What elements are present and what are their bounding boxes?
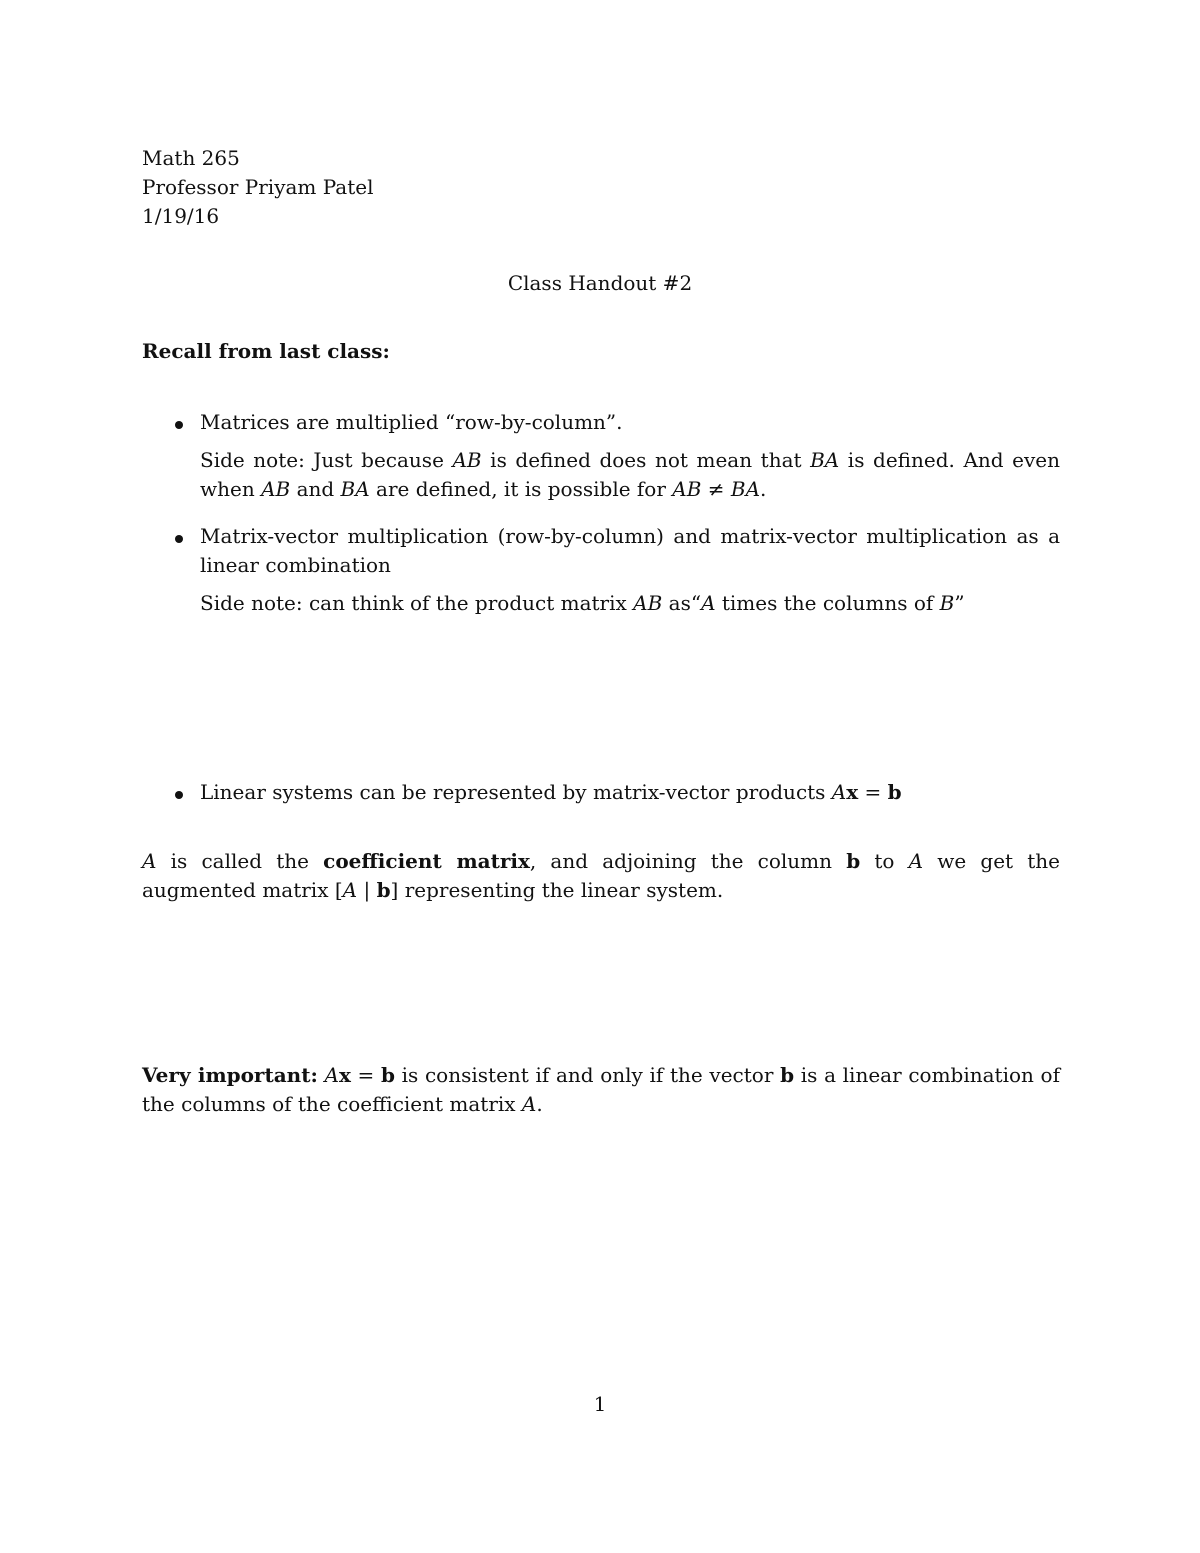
item-main-text: Matrix-vector multiplication (row-by-column) and matrix-vector multiplication as a linear combination — [200, 524, 1060, 577]
handout-title: Class Handout #2 — [507, 271, 693, 295]
very-important-paragraph: Very important: Ax = b is consistent if and only if the vector b is a linear combination of the columns of the coefficient matrix A. — [142, 1063, 1061, 1116]
document-header — [142, 144, 374, 231]
coefficient-matrix-term: coefficient matrix — [323, 849, 530, 873]
coefficient-matrix-paragraph: A is called the coefficient matrix, and adjoining the column b to A we get the augmented matrix [A | b] representing the linear system. — [142, 849, 1060, 902]
list-item-linear-systems: Linear systems can be represented by matrix-vector products Ax = b — [200, 780, 902, 804]
item-main-text: Matrices are multiplied “row-by-column”. — [200, 410, 623, 434]
side-note-product: Side note: can think of the product matrix AB as“A times the columns of B” — [200, 591, 965, 615]
page-number: 1 — [593, 1392, 607, 1416]
recall-heading: Recall from last class: — [142, 339, 390, 363]
list-item-matrix-vector — [200, 522, 1060, 618]
course-name: Math 265 — [142, 146, 240, 170]
list-item-matrix-multiplication — [200, 408, 1060, 504]
side-note-defined: Side note: Just because AB is defined does not mean that BA is defined. And even when AB and BA are defined, it is possible for AB ≠ BA. — [200, 448, 1060, 501]
professor-name: Professor Priyam Patel — [142, 175, 374, 199]
handout-date: 1/19/16 — [142, 204, 220, 228]
very-important-label: Very important: — [142, 1063, 318, 1087]
